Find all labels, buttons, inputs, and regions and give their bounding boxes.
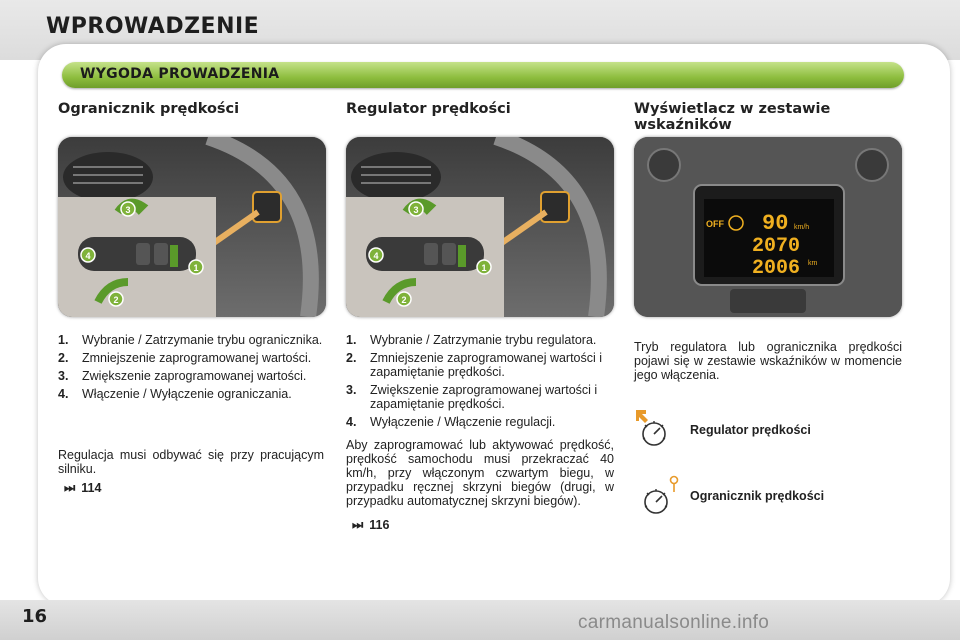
callout-4: 4 bbox=[373, 251, 379, 261]
lcd-odo2: 2006 bbox=[752, 257, 801, 280]
display-title: Wyświetlacz w zestawie wskaźników bbox=[634, 101, 831, 133]
callout-1: 1 bbox=[481, 263, 487, 273]
cruise-control-icon bbox=[632, 408, 676, 452]
callout-3: 3 bbox=[413, 205, 419, 215]
section-header bbox=[62, 62, 904, 88]
limiter-note: Regulacja musi odbywać się przy pracującym silniku. bbox=[58, 448, 324, 476]
page-title: WPROWADZENIE bbox=[46, 14, 260, 39]
cruise-page-ref[interactable]: ⏭ 116 bbox=[352, 518, 390, 532]
lcd-odo1: 2070 bbox=[752, 235, 801, 258]
limiter-page-ref[interactable]: ⏭ 114 bbox=[64, 481, 102, 495]
legend-limiter-label: Ogranicznik prędkości bbox=[690, 489, 825, 503]
lcd-off: OFF bbox=[706, 219, 724, 229]
list-item: 3. Zwiększenie zaprogramowanej wartości i zapamiętanie prędkości. bbox=[346, 383, 598, 411]
lcd-speed: 90 bbox=[762, 211, 789, 236]
lcd-speed-unit: km/h bbox=[794, 224, 810, 231]
limiter-photo bbox=[58, 137, 326, 317]
cruise-list bbox=[346, 333, 614, 433]
footer-band bbox=[0, 600, 960, 640]
cruise-photo bbox=[346, 137, 614, 317]
list-item: 2. Zmniejszenie zaprogramowanej wartości. bbox=[58, 351, 312, 365]
cruise-note: Aby zaprogramować lub aktywować prędkość, prędkość samochodu musi przekraczać 40 km/h, przy włączonym czwartym biegu, w przypadku ręcznej skrzyni biegów (drugi, w przypadku automatycznej skrzyni biegów). bbox=[346, 438, 614, 508]
watermark: carmanualsonline.info bbox=[578, 612, 770, 633]
list-item: 2. Zmniejszenie zaprogramowanej wartości i zapamiętanie prędkości. bbox=[346, 351, 603, 379]
list-item: 3. Zwiększenie zaprogramowanej wartości. bbox=[58, 369, 307, 383]
next-page-icon: ⏭ bbox=[352, 518, 364, 532]
legend-cruise-label: Regulator prędkości bbox=[690, 423, 811, 437]
callout-1: 1 bbox=[193, 263, 199, 273]
limiter-title: Ogranicznik prędkości bbox=[58, 101, 240, 117]
cruise-title: Regulator prędkości bbox=[346, 101, 511, 117]
callout-2: 2 bbox=[401, 295, 407, 305]
list-item: 4. Włączenie / Wyłączenie ograniczania. bbox=[58, 387, 292, 401]
limiter-list bbox=[58, 333, 326, 405]
lcd-odo-unit: km bbox=[808, 260, 818, 267]
next-page-icon: ⏭ bbox=[64, 481, 76, 495]
callout-3: 3 bbox=[125, 205, 131, 215]
page-number: 16 bbox=[22, 606, 48, 627]
list-item: 1. Wybranie / Zatrzymanie trybu regulatora. bbox=[346, 333, 597, 347]
callout-4: 4 bbox=[85, 251, 91, 261]
list-item: 4. Wyłączenie / Włączenie regulacji. bbox=[346, 415, 556, 429]
section-title: WYGODA PROWADZENIA bbox=[80, 66, 280, 82]
list-item: 1. Wybranie / Zatrzymanie trybu ogranicznika. bbox=[58, 333, 323, 347]
callout-2: 2 bbox=[113, 295, 119, 305]
cluster-photo bbox=[634, 137, 902, 317]
display-note: Tryb regulatora lub ogranicznika prędkości pojawi się w zestawie wskaźników w momencie jego włączenia. bbox=[634, 340, 902, 382]
speed-limiter-icon bbox=[636, 474, 680, 518]
